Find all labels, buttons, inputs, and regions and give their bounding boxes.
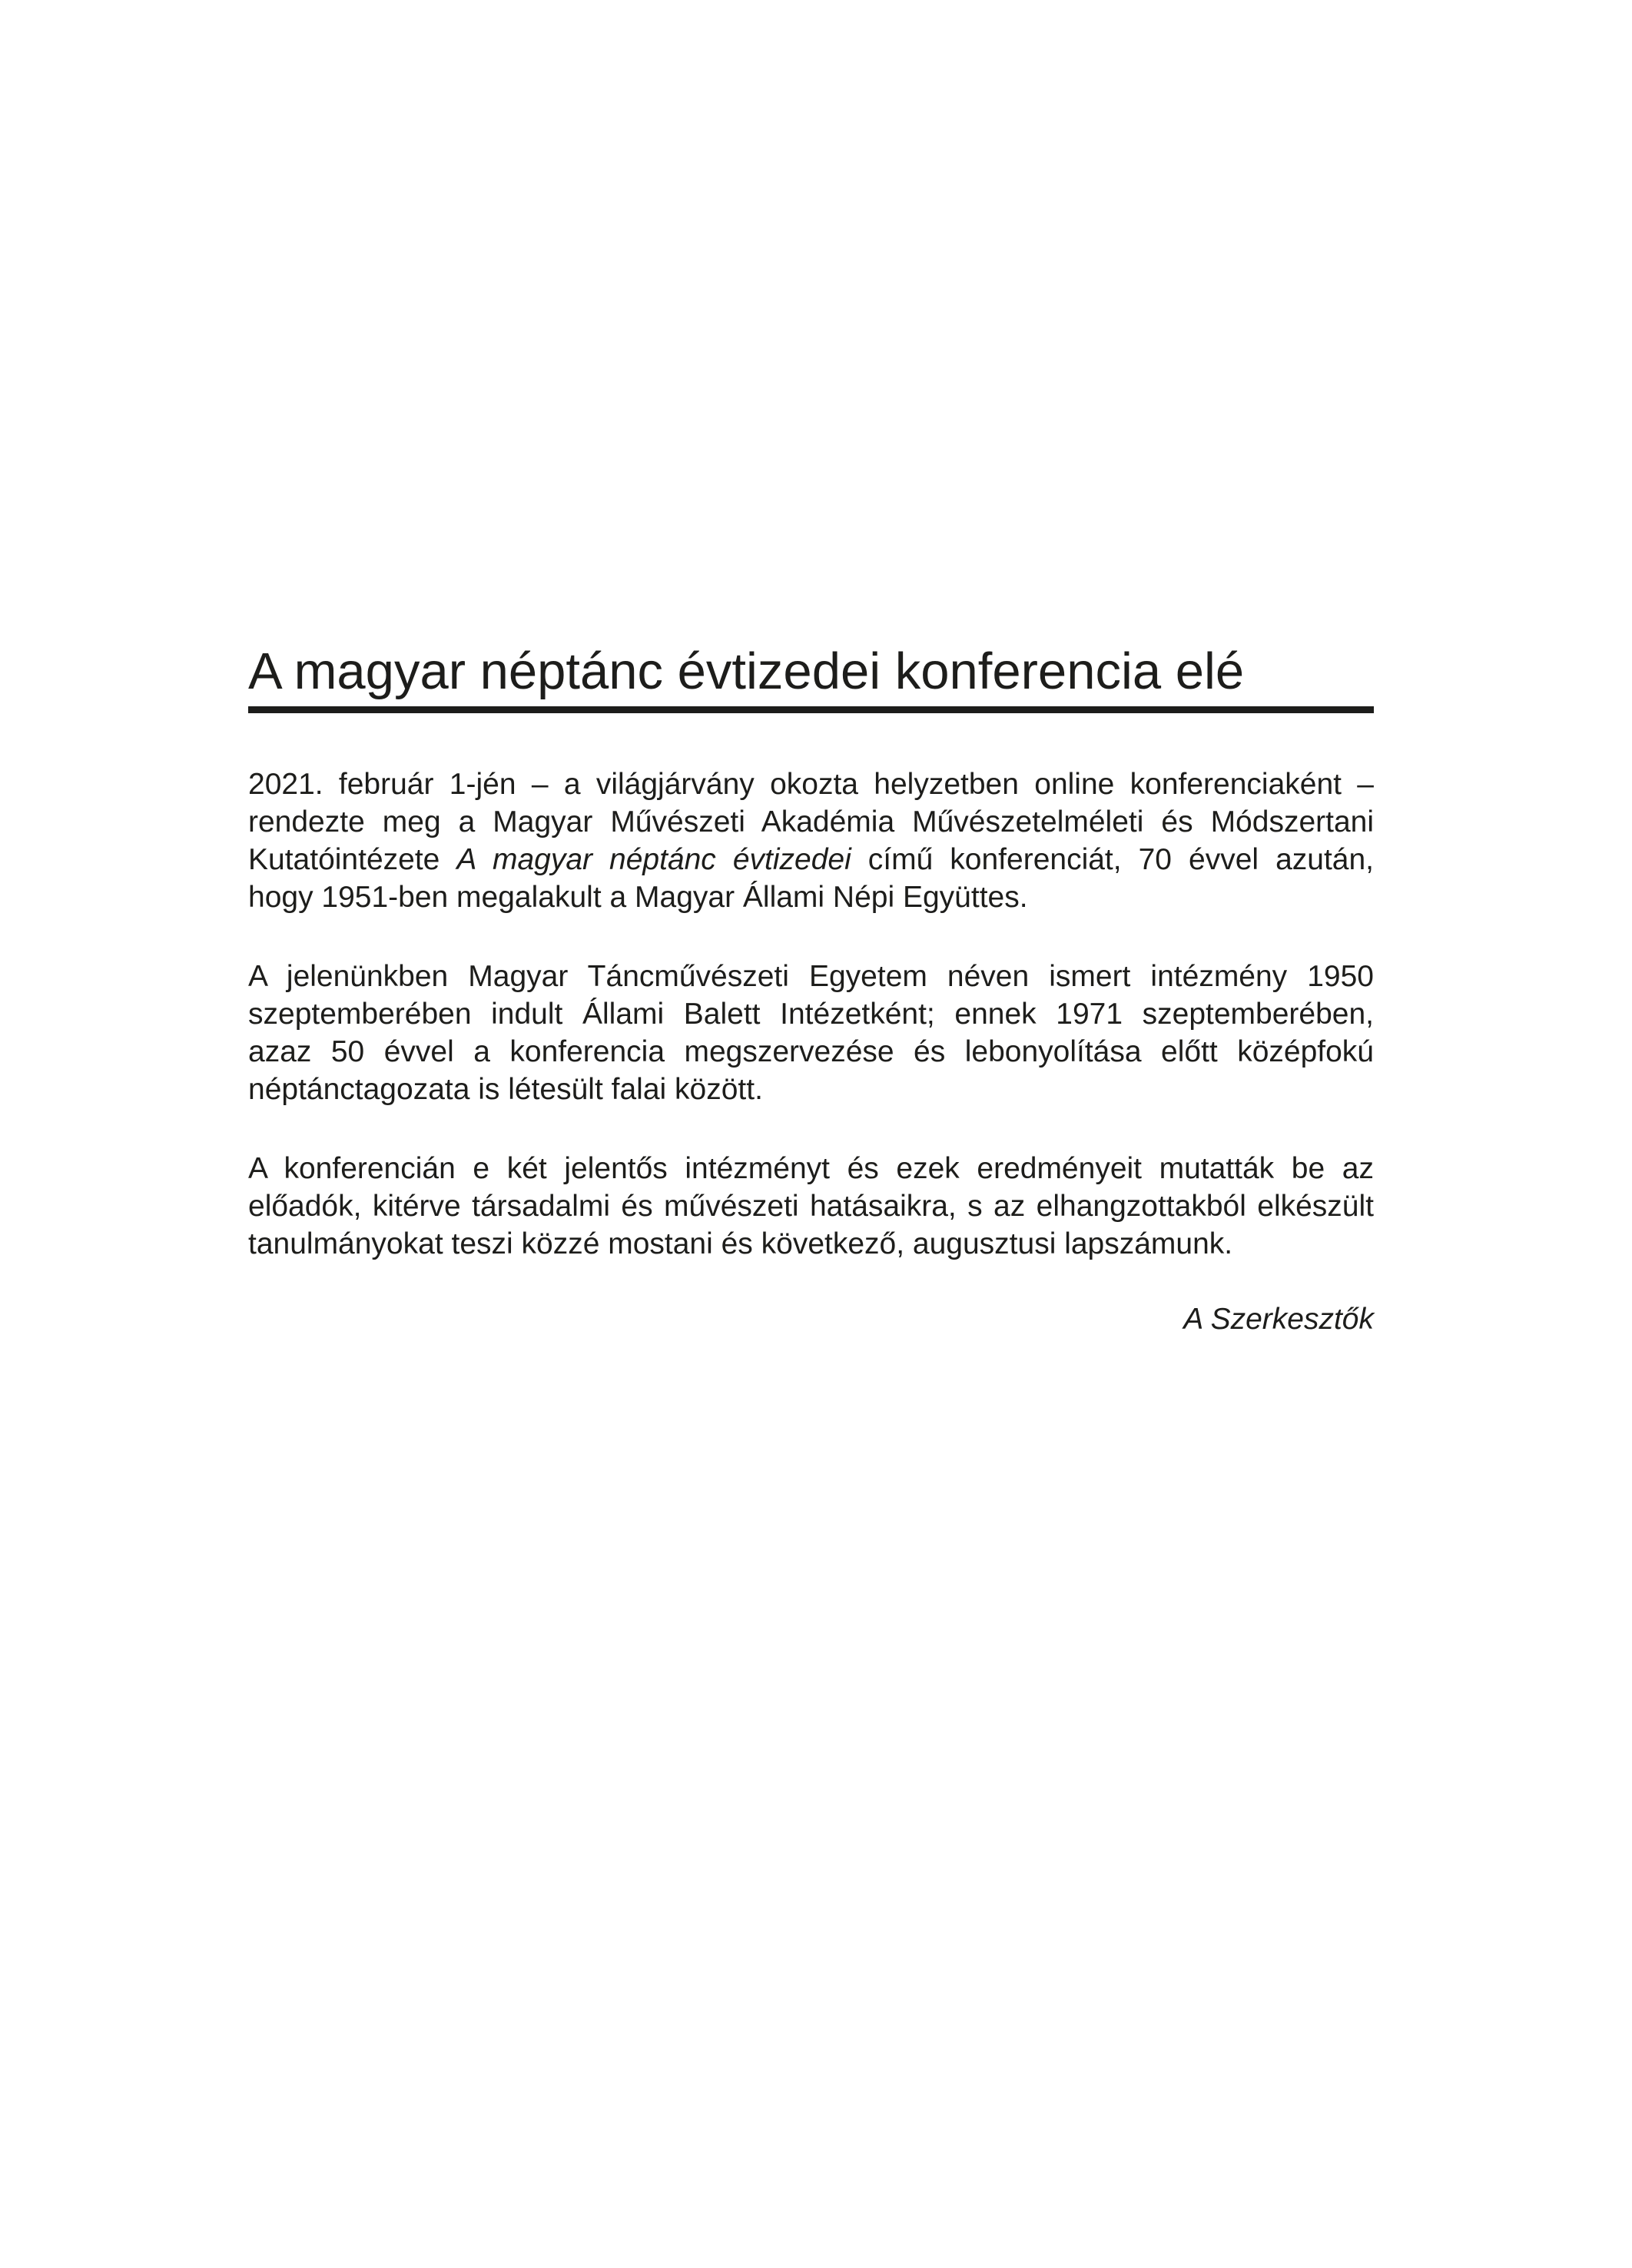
text-line <box>248 1187 1374 1225</box>
editors-signature: A Szerkesztők <box>1183 1303 1374 1336</box>
text-segment: A konferencián e két jelentős intézményt és ezek eredményeit mutatták be az <box>248 1152 1374 1185</box>
text-line <box>248 841 1374 878</box>
text-segment: néptánctagozata is létesült falai között. <box>248 1073 763 1106</box>
paragraph <box>248 958 1374 1108</box>
body-paragraphs <box>248 765 1374 1263</box>
text-segment: hogy 1951-ben megalakult a Magyar Állami Népi Együttes. <box>248 881 1028 914</box>
text-line <box>248 878 1374 916</box>
text-line <box>248 1225 1374 1263</box>
text-line <box>248 1033 1374 1071</box>
text-line <box>248 765 1374 803</box>
page-title: A magyar néptánc évtizedei konferencia elé <box>248 643 1245 700</box>
text-line <box>248 1071 1374 1108</box>
text-line <box>248 1150 1374 1187</box>
paragraph <box>248 1150 1374 1263</box>
italic-text-segment: A magyar néptánc évtizedei <box>456 843 851 876</box>
text-segment: azaz 50 évvel a konferencia megszervezése és lebonyolítása előtt középfokú <box>248 1035 1374 1068</box>
text-segment: tanulmányokat teszi közzé mostani és következő, augusztusi lapszámunk. <box>248 1227 1233 1260</box>
text-line <box>248 995 1374 1033</box>
title-underline <box>248 706 1374 713</box>
text-segment: A jelenünkben Magyar Táncművészeti Egyetem néven ismert intézmény 1950 <box>248 960 1374 993</box>
text-segment: rendezte meg a Magyar Művészeti Akadémia Művészetelméleti és Módszertani <box>248 805 1374 838</box>
editorial-article <box>248 643 1374 1338</box>
text-segment: szeptemberében indult Állami Balett Intézetként; ennek 1971 szeptemberében, <box>248 998 1374 1031</box>
text-segment: előadók, kitérve társadalmi és művészeti hatásaikra, s az elhangzottakból elkészült <box>248 1190 1374 1223</box>
text-segment: 2021. február 1-jén – a világjárvány okozta helyzetben online konferenciaként – <box>248 768 1374 801</box>
text-line <box>248 958 1374 995</box>
text-line <box>248 803 1374 841</box>
text-segment: című konferenciát, 70 évvel azután, <box>851 843 1375 876</box>
text-segment: Kutatóintézete <box>248 843 457 876</box>
paragraph <box>248 765 1374 916</box>
